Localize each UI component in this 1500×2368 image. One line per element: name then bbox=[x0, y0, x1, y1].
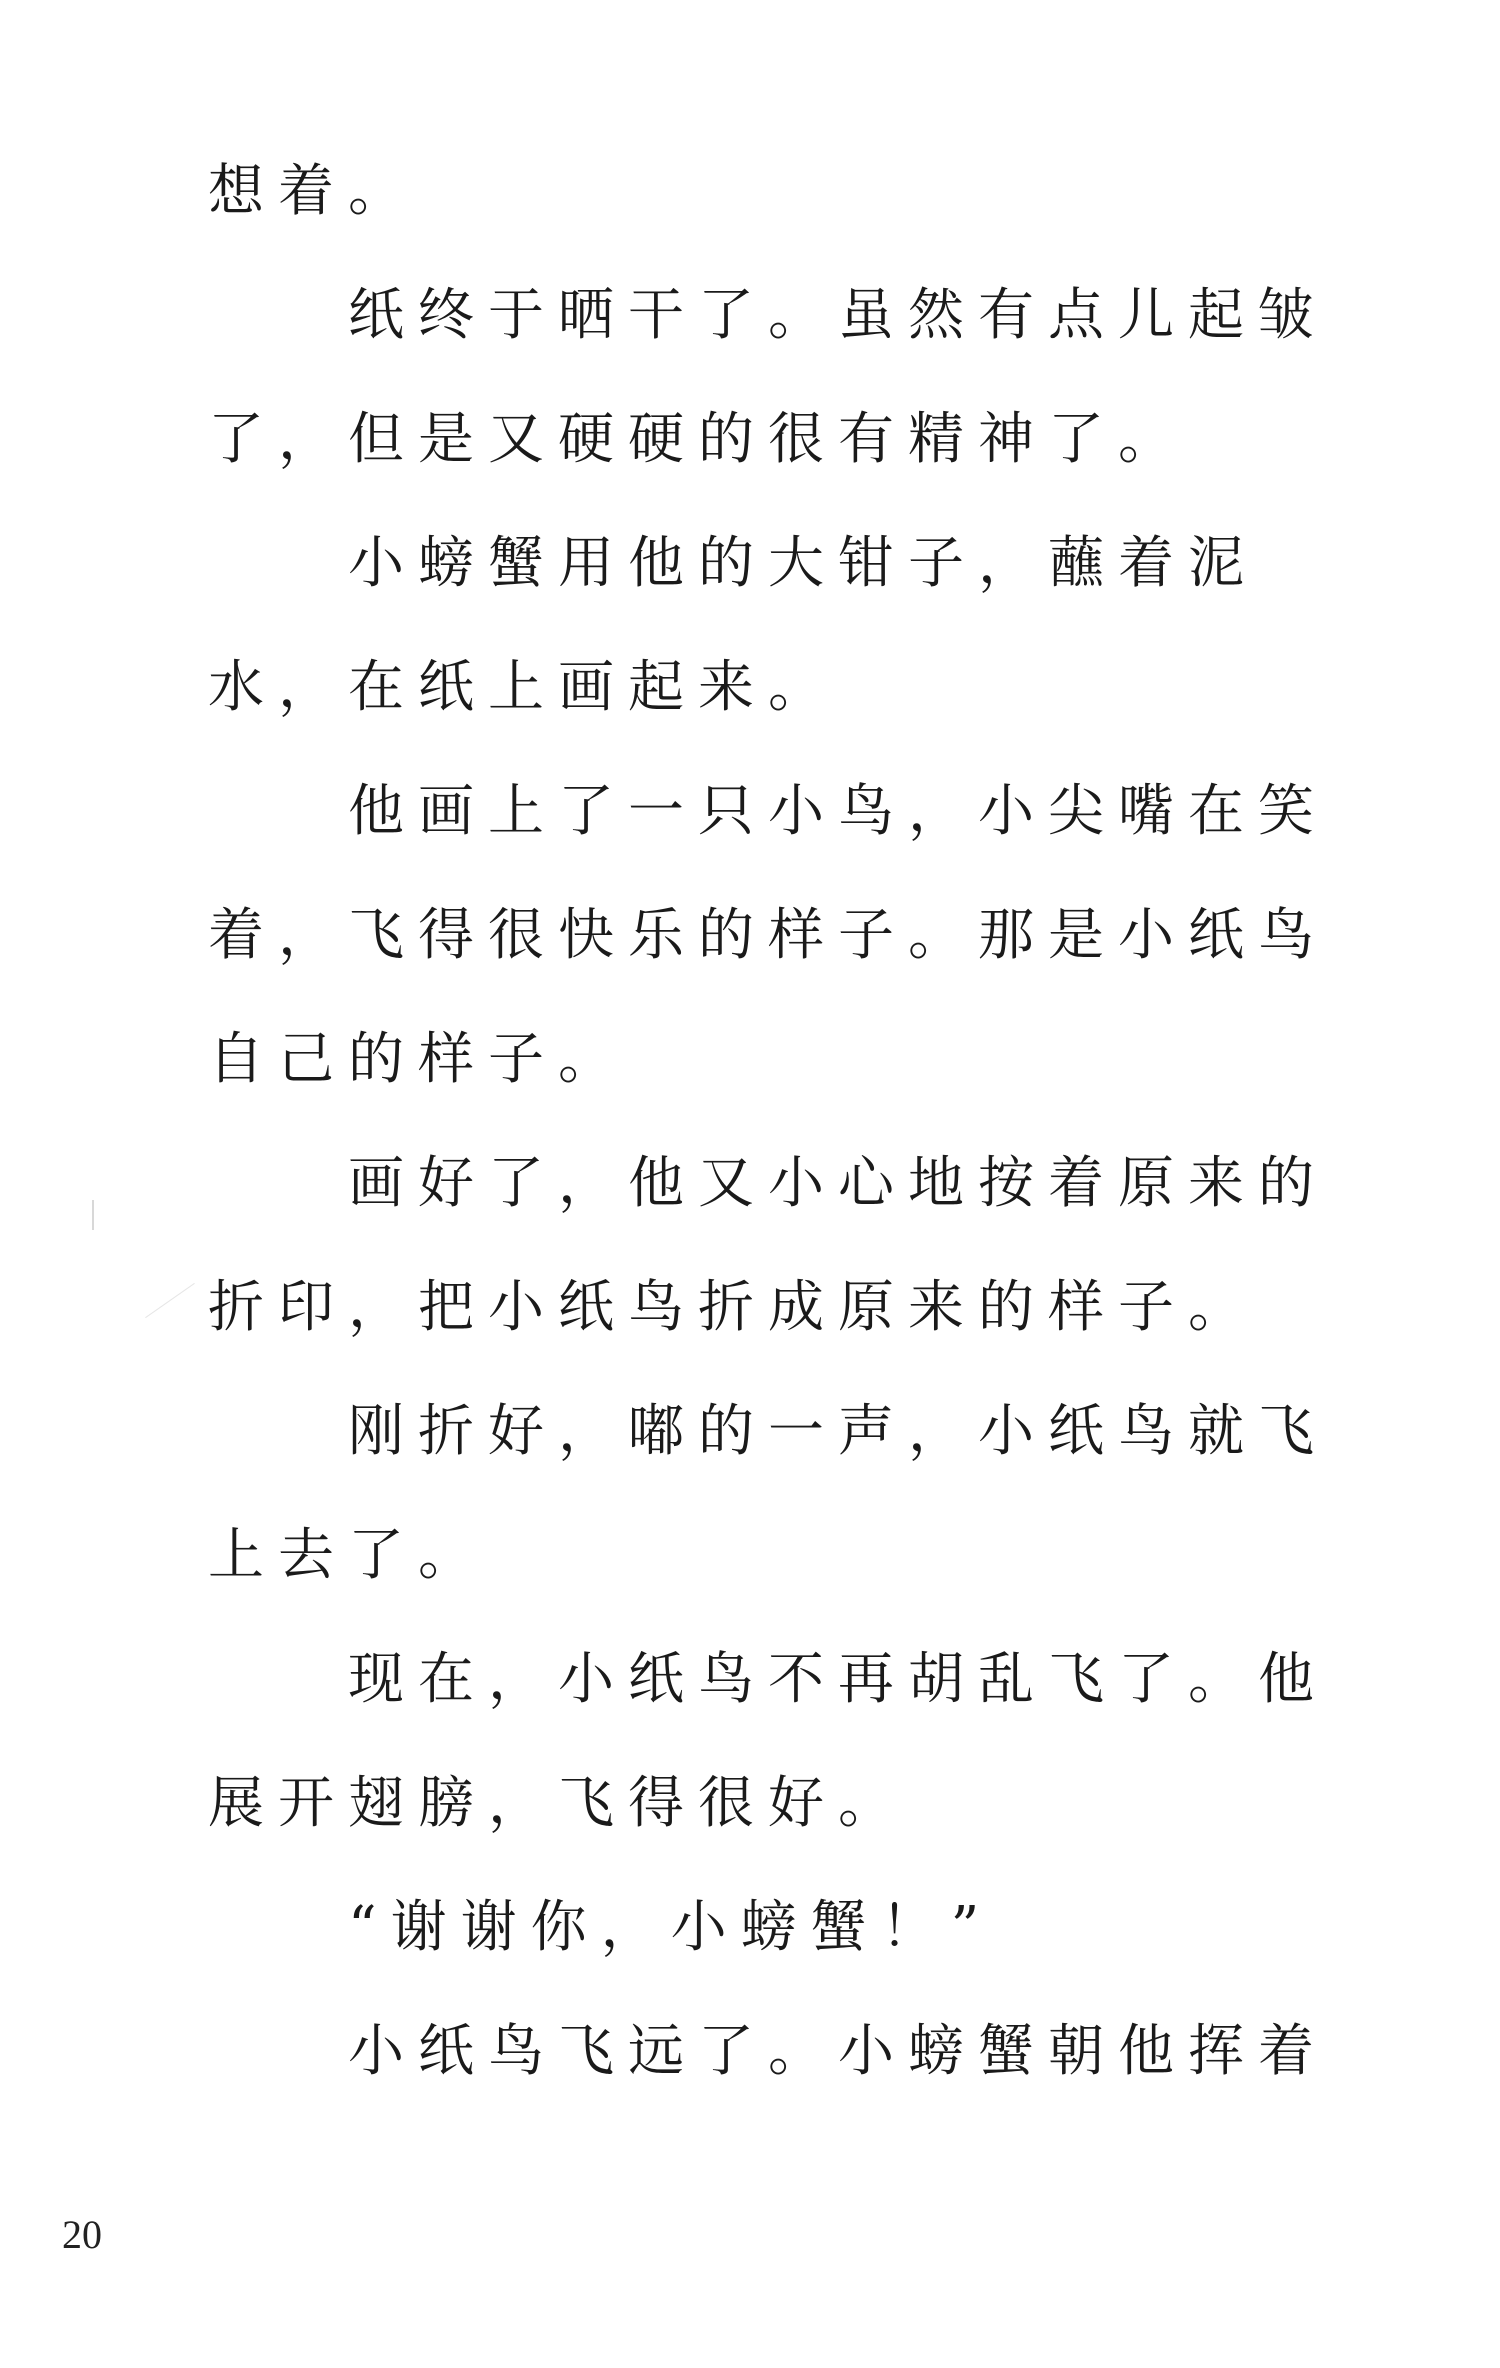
scan-mark bbox=[92, 1200, 94, 1230]
text-line: 水，在纸上画起来。 bbox=[208, 655, 838, 720]
text-line: 着，飞得很快乐的样子。那是小纸鸟 bbox=[208, 903, 1328, 968]
text-line: 纸终于晒干了。虽然有点儿起皱 bbox=[348, 283, 1328, 348]
text-line: 展开翅膀，飞得很好。 bbox=[208, 1771, 908, 1836]
text-line: 自己的样子。 bbox=[208, 1027, 628, 1092]
text-line: 他画上了一只小鸟，小尖嘴在笑 bbox=[348, 779, 1328, 844]
text-line: 画好了，他又小心地按着原来的 bbox=[348, 1151, 1328, 1216]
scan-mark bbox=[145, 1283, 195, 1318]
text-line: “谢谢你，小螃蟹！” bbox=[348, 1895, 994, 1960]
text-line: 小螃蟹用他的大钳子，蘸着泥 bbox=[348, 531, 1258, 596]
page-number: 20 bbox=[62, 2212, 102, 2257]
text-line: 小纸鸟飞远了。小螃蟹朝他挥着 bbox=[348, 2019, 1328, 2084]
text-line: 想着。 bbox=[208, 159, 418, 224]
text-line: 折印，把小纸鸟折成原来的样子。 bbox=[208, 1275, 1258, 1340]
text-line: 上去了。 bbox=[208, 1523, 488, 1588]
text-line: 现在，小纸鸟不再胡乱飞了。他 bbox=[348, 1647, 1328, 1712]
text-line: 了，但是又硬硬的很有精神了。 bbox=[208, 407, 1188, 472]
text-line: 刚折好，嘟的一声，小纸鸟就飞 bbox=[348, 1399, 1328, 1464]
